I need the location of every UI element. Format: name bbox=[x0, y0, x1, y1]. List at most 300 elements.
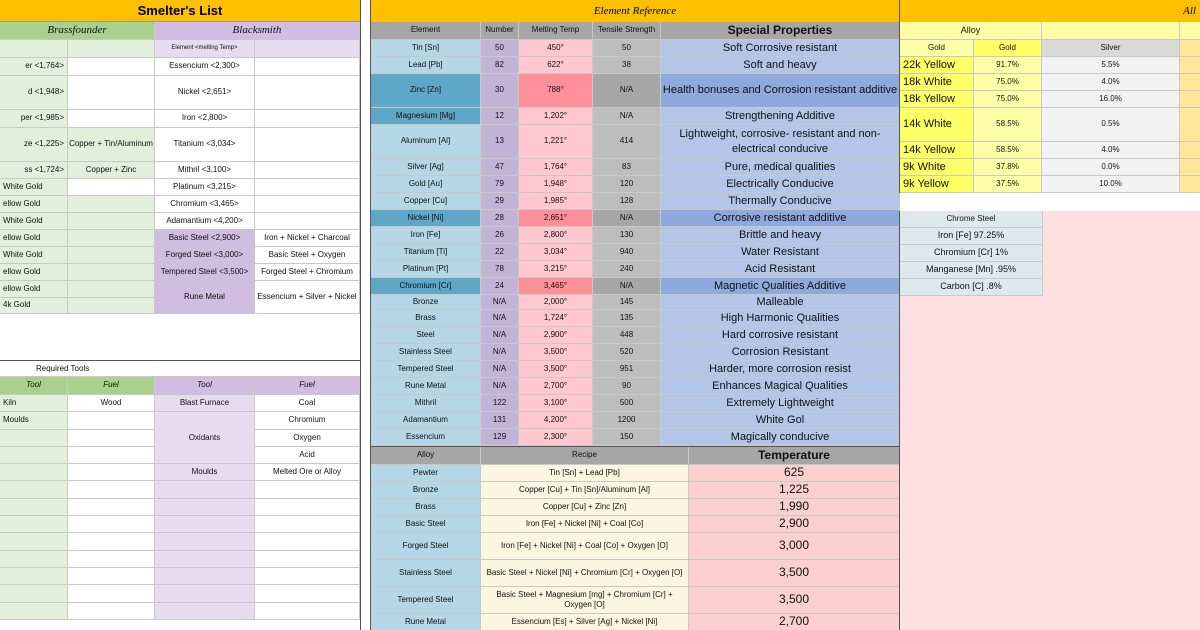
recipe-header: Recipe bbox=[481, 447, 689, 465]
table-cell bbox=[255, 533, 360, 550]
table-cell: 5.5% bbox=[1042, 57, 1180, 74]
table-cell: ellow Gold bbox=[0, 196, 68, 213]
tools-right bbox=[155, 395, 360, 620]
table-cell bbox=[0, 481, 68, 498]
table-cell bbox=[255, 162, 360, 179]
table-cell: Nickel <2,651> bbox=[155, 76, 255, 110]
properties-cell: Magnetic Qualities Additive bbox=[661, 278, 900, 295]
table-cell bbox=[68, 247, 155, 264]
table-cell: 16.0% bbox=[1042, 91, 1180, 108]
table-cell: 78 bbox=[481, 261, 519, 278]
table-cell: d <1,948> bbox=[0, 76, 68, 110]
table-cell: 1,202° bbox=[519, 108, 593, 125]
table-cell: Rune Metal bbox=[155, 281, 255, 314]
table-cell: 1,724° bbox=[519, 310, 593, 327]
table-cell bbox=[155, 516, 255, 533]
element-cell: Steel bbox=[371, 327, 481, 344]
element-cell: Bronze bbox=[371, 295, 481, 310]
table-cell: 128 bbox=[593, 193, 661, 210]
table-cell: N/A bbox=[481, 310, 519, 327]
silver-col-header: Silver bbox=[1042, 40, 1180, 57]
table-cell: per <1,985> bbox=[0, 110, 68, 128]
alloy-header: Alloy bbox=[371, 447, 481, 465]
table-cell: 79 bbox=[481, 176, 519, 193]
tensile-strength-header: Tensile Strength bbox=[593, 22, 661, 40]
table-cell: 22 bbox=[481, 244, 519, 261]
element-cell: Magnesium [Mg] bbox=[371, 108, 481, 125]
table-cell bbox=[0, 585, 68, 602]
table-cell bbox=[255, 40, 360, 58]
table-cell: 10.0% bbox=[1042, 176, 1180, 193]
table-cell: Mithril <3,100> bbox=[155, 162, 255, 179]
table-cell: 130 bbox=[593, 227, 661, 244]
table-cell bbox=[68, 58, 155, 76]
table-cell bbox=[255, 128, 360, 162]
recipe-cell: Tin [Sn] + Lead [Pb] bbox=[481, 465, 689, 482]
table-cell: Chromium <3,465> bbox=[155, 196, 255, 213]
table-cell: 240 bbox=[593, 261, 661, 278]
table-cell: ss <1,724> bbox=[0, 162, 68, 179]
table-cell: 131 bbox=[481, 412, 519, 429]
table-cell: er <1,764> bbox=[0, 58, 68, 76]
table-cell: Melted Ore or Alloy bbox=[255, 464, 360, 481]
table-cell: N/A bbox=[593, 74, 661, 108]
table-cell bbox=[68, 430, 155, 447]
element-cell: Iron [Fe] bbox=[371, 227, 481, 244]
table-cell: Copper + Zinc bbox=[68, 162, 155, 179]
alloy-panel-title: All bbox=[899, 0, 1200, 22]
table-cell: 2,651° bbox=[519, 210, 593, 227]
table-cell: 122 bbox=[481, 395, 519, 412]
table-cell bbox=[255, 213, 360, 230]
table-cell bbox=[255, 568, 360, 585]
table-cell: 3,500° bbox=[519, 361, 593, 378]
table-cell: 1200 bbox=[593, 412, 661, 429]
recipe-cell: Copper [Cu] + Zinc [Zn] bbox=[481, 499, 689, 516]
properties-cell: White Gol bbox=[661, 412, 900, 429]
table-cell: 2,000° bbox=[519, 295, 593, 310]
alloy-cell: Forged Steel bbox=[371, 533, 481, 560]
table-cell: Platinum <3,215> bbox=[155, 179, 255, 196]
table-cell: 3,034° bbox=[519, 244, 593, 261]
table-cell bbox=[68, 603, 155, 620]
table-cell: N/A bbox=[481, 295, 519, 310]
fuel-col-header: Fuel bbox=[68, 377, 155, 395]
table-cell bbox=[68, 230, 155, 247]
table-cell bbox=[68, 516, 155, 533]
table-cell: Wood bbox=[68, 395, 155, 412]
table-cell bbox=[1180, 40, 1200, 57]
table-cell: 4.0% bbox=[1042, 142, 1180, 159]
temperature-cell: 3,500 bbox=[689, 587, 900, 614]
recipe-cell: Basic Steel + Nickel [Ni] + Chromium [Cr] + Oxygen [O] bbox=[481, 560, 689, 587]
table-cell: 129 bbox=[481, 429, 519, 446]
table-cell bbox=[0, 464, 68, 481]
table-cell: N/A bbox=[593, 278, 661, 295]
properties-cell: Corrosive resistant additive bbox=[661, 210, 900, 227]
alloy-name-cell: 18k White bbox=[900, 74, 974, 91]
element-cell: Lead [Pb] bbox=[371, 57, 481, 74]
element-cell: Mithril bbox=[371, 395, 481, 412]
table-cell bbox=[155, 481, 255, 498]
recipe-cell: Iron [Fe] + Nickel [Ni] + Coal [Co] + Oxygen [O] bbox=[481, 533, 689, 560]
table-cell bbox=[68, 179, 155, 196]
table-cell: 50 bbox=[481, 40, 519, 57]
table-cell: Basic Steel + Oxygen bbox=[255, 247, 360, 264]
alloy-name-cell: 18k Yellow bbox=[900, 91, 974, 108]
alloy-recipe-table bbox=[370, 446, 899, 630]
properties-cell: Soft and heavy bbox=[661, 57, 900, 74]
smelter-headers bbox=[0, 22, 360, 40]
table-cell: ellow Gold bbox=[0, 230, 68, 247]
table-cell: Moulds bbox=[155, 464, 255, 481]
element-header: Element bbox=[371, 22, 481, 40]
table-cell: 30 bbox=[481, 74, 519, 108]
table-cell bbox=[68, 481, 155, 498]
table-cell: 1,221° bbox=[519, 125, 593, 159]
table-cell: ze <1,225> bbox=[0, 128, 68, 162]
table-cell: N/A bbox=[481, 361, 519, 378]
table-cell: 448 bbox=[593, 327, 661, 344]
alloy-cell: Tempered Steel bbox=[371, 587, 481, 614]
chrome-steel-table bbox=[899, 211, 1042, 296]
table-cell bbox=[0, 551, 68, 568]
table-cell: White Gold bbox=[0, 213, 68, 230]
table-cell: 2,900° bbox=[519, 327, 593, 344]
table-cell bbox=[0, 516, 68, 533]
temperature-cell: 1,990 bbox=[689, 499, 900, 516]
table-cell: 414 bbox=[593, 125, 661, 159]
table-cell bbox=[68, 568, 155, 585]
table-cell bbox=[155, 568, 255, 585]
table-cell bbox=[68, 110, 155, 128]
alloy-cell: Brass bbox=[371, 499, 481, 516]
properties-cell: Magically conducive bbox=[661, 429, 900, 446]
special-properties-header: Special Properties bbox=[661, 22, 900, 40]
table-cell: 83 bbox=[593, 159, 661, 176]
table-cell: Moulds bbox=[0, 412, 68, 429]
tool-col-header: Tool bbox=[155, 377, 255, 395]
table-cell: Adamantium <4,200> bbox=[155, 213, 255, 230]
table-cell bbox=[1180, 57, 1200, 74]
table-cell: 940 bbox=[593, 244, 661, 261]
table-cell: 135 bbox=[593, 310, 661, 327]
alloy-panel-table bbox=[899, 22, 1200, 193]
temperature-cell: 3,500 bbox=[689, 560, 900, 587]
table-cell bbox=[68, 585, 155, 602]
fuel-col-header: Fuel bbox=[255, 377, 360, 395]
temperature-cell: 2,700 bbox=[689, 614, 900, 630]
properties-cell: Thermally Conducive bbox=[661, 193, 900, 210]
properties-cell: Strengthening Additive bbox=[661, 108, 900, 125]
table-cell: 26 bbox=[481, 227, 519, 244]
tools-left bbox=[0, 395, 155, 620]
table-cell: Oxygen bbox=[255, 430, 360, 447]
table-cell: 622° bbox=[519, 57, 593, 74]
table-cell: 788° bbox=[519, 74, 593, 108]
properties-cell: Pure, medical qualities bbox=[661, 159, 900, 176]
temperature-cell: 1,225 bbox=[689, 482, 900, 499]
table-cell: 520 bbox=[593, 344, 661, 361]
table-cell: 75.0% bbox=[974, 91, 1042, 108]
table-cell bbox=[68, 464, 155, 481]
table-cell bbox=[255, 551, 360, 568]
table-cell bbox=[68, 551, 155, 568]
element-reference-table bbox=[370, 22, 899, 446]
table-cell bbox=[155, 533, 255, 550]
table-cell: 2,800° bbox=[519, 227, 593, 244]
table-cell bbox=[0, 533, 68, 550]
element-cell: Zinc [Zn] bbox=[371, 74, 481, 108]
table-cell bbox=[68, 447, 155, 464]
element-cell: Titanium [Ti] bbox=[371, 244, 481, 261]
brassfounder-table bbox=[0, 40, 155, 314]
table-cell: Chromium [Cr] 1% bbox=[900, 245, 1043, 262]
table-cell: N/A bbox=[481, 327, 519, 344]
table-cell: 12 bbox=[481, 108, 519, 125]
properties-cell: Electrically Conducive bbox=[661, 176, 900, 193]
table-cell: 3,100° bbox=[519, 395, 593, 412]
gold-col-header: Gold bbox=[974, 40, 1042, 57]
table-cell bbox=[255, 499, 360, 516]
table-cell: 90 bbox=[593, 378, 661, 395]
properties-cell: Malleable bbox=[661, 295, 900, 310]
table-cell bbox=[68, 412, 155, 429]
alloy-subheader: Alloy bbox=[900, 22, 1042, 40]
table-cell bbox=[1180, 91, 1200, 108]
table-cell bbox=[1042, 22, 1180, 40]
blacksmith-header: Blacksmith bbox=[155, 22, 360, 40]
table-cell: 75.0% bbox=[974, 74, 1042, 91]
table-cell bbox=[155, 499, 255, 516]
element-cell: Silver [Ag] bbox=[371, 159, 481, 176]
table-cell: 951 bbox=[593, 361, 661, 378]
table-cell bbox=[0, 499, 68, 516]
table-cell: Iron + Nickel + Charcoal bbox=[255, 230, 360, 247]
table-cell bbox=[68, 298, 155, 314]
alloy-name-cell: 14k Yellow bbox=[900, 142, 974, 159]
table-cell: Manganese [Mn] .95% bbox=[900, 262, 1043, 279]
element-cell: Nickel [Ni] bbox=[371, 210, 481, 227]
alloy-cell: Basic Steel bbox=[371, 516, 481, 533]
table-cell: 4.0% bbox=[1042, 74, 1180, 91]
tool-col-header: Tool bbox=[0, 377, 68, 395]
divider bbox=[360, 0, 370, 630]
properties-cell: Brittle and heavy bbox=[661, 227, 900, 244]
table-cell: Basic Steel <2,900> bbox=[155, 230, 255, 247]
table-cell: 150 bbox=[593, 429, 661, 446]
table-cell: Kiln bbox=[0, 395, 68, 412]
element-cell: Chromium [Cr] bbox=[371, 278, 481, 295]
smelter-title: Smelter's List bbox=[0, 0, 360, 22]
table-cell bbox=[255, 76, 360, 110]
table-cell: Essencium <2,300> bbox=[155, 58, 255, 76]
table-cell: Oxidants bbox=[155, 412, 255, 464]
table-cell bbox=[1180, 176, 1200, 193]
table-cell: N/A bbox=[593, 210, 661, 227]
table-cell bbox=[255, 110, 360, 128]
temperature-cell: 3,000 bbox=[689, 533, 900, 560]
gold-col-header: Gold bbox=[900, 40, 974, 57]
table-cell bbox=[1180, 159, 1200, 176]
table-cell bbox=[68, 499, 155, 516]
recipe-cell: Basic Steel + Magnesium [mg] + Chromium [Cr] + Oxygen [O] bbox=[481, 587, 689, 614]
element-reference-title: Element Reference bbox=[370, 0, 899, 22]
element-cell: Adamantium bbox=[371, 412, 481, 429]
element-cell: Essencium bbox=[371, 429, 481, 446]
table-cell: Iron [Fe] 97.25% bbox=[900, 228, 1043, 245]
properties-cell: Enhances Magical Qualities bbox=[661, 378, 900, 395]
table-cell: N/A bbox=[481, 344, 519, 361]
properties-cell: Lightweight, corrosive- resistant and non-electrical conducive bbox=[661, 125, 900, 159]
element-cell: Aluminum [Al] bbox=[371, 125, 481, 159]
table-cell: White Gold bbox=[0, 179, 68, 196]
recipe-cell: Copper [Cu] + Tin [Sn]/Aluminum [Al] bbox=[481, 482, 689, 499]
table-cell: 120 bbox=[593, 176, 661, 193]
table-cell bbox=[255, 585, 360, 602]
alloy-cell: Rune Metal bbox=[371, 614, 481, 630]
brassfounder-header: Brassfounder bbox=[0, 22, 155, 40]
element-cell: Stainless Steel bbox=[371, 344, 481, 361]
table-cell: Essencium + Silver + Nickel bbox=[255, 281, 360, 314]
table-cell: Forged Steel + Chromium bbox=[255, 264, 360, 281]
table-cell bbox=[68, 213, 155, 230]
table-cell: 50 bbox=[593, 40, 661, 57]
table-cell: Carbon [C] .8% bbox=[900, 279, 1043, 296]
table-cell bbox=[0, 40, 68, 58]
table-cell bbox=[1180, 108, 1200, 142]
table-cell: 2,700° bbox=[519, 378, 593, 395]
table-cell: 47 bbox=[481, 159, 519, 176]
table-cell: 1,948° bbox=[519, 176, 593, 193]
table-cell: N/A bbox=[593, 108, 661, 125]
table-cell: 58.5% bbox=[974, 108, 1042, 142]
table-cell bbox=[255, 481, 360, 498]
table-cell: 3,215° bbox=[519, 261, 593, 278]
alloy-cell: Stainless Steel bbox=[371, 560, 481, 587]
properties-cell: Soft Corrosive resistant bbox=[661, 40, 900, 57]
table-cell bbox=[1180, 22, 1200, 40]
table-cell: 3,465° bbox=[519, 278, 593, 295]
table-cell bbox=[68, 76, 155, 110]
table-cell: 29 bbox=[481, 193, 519, 210]
table-cell bbox=[155, 603, 255, 620]
element-cell: Platinum [Pt] bbox=[371, 261, 481, 278]
table-cell: 58.5% bbox=[974, 142, 1042, 159]
table-cell: Chromium bbox=[255, 412, 360, 429]
table-cell bbox=[155, 551, 255, 568]
table-cell bbox=[1180, 74, 1200, 91]
table-cell bbox=[68, 281, 155, 298]
table-cell: 1,764° bbox=[519, 159, 593, 176]
alloy-name-cell: 14k White bbox=[900, 108, 974, 142]
properties-cell: Acid Resistant bbox=[661, 261, 900, 278]
table-cell: Element <melting Temp> bbox=[155, 40, 255, 58]
tools-header bbox=[0, 377, 360, 395]
alloy-cell: Bronze bbox=[371, 482, 481, 499]
table-cell: 28 bbox=[481, 210, 519, 227]
table-cell: 0.5% bbox=[1042, 108, 1180, 142]
properties-cell: Hard corrosive resistant bbox=[661, 327, 900, 344]
table-cell: 37.8% bbox=[974, 159, 1042, 176]
properties-cell: High Harmonic Qualities bbox=[661, 310, 900, 327]
table-cell: 4k Gold bbox=[0, 298, 68, 314]
recipe-cell: Iron [Fe] + Nickel [Ni] + Coal [Co] bbox=[481, 516, 689, 533]
table-cell: 24 bbox=[481, 278, 519, 295]
table-cell: 91.7% bbox=[974, 57, 1042, 74]
table-cell: 450° bbox=[519, 40, 593, 57]
element-cell: Copper [Cu] bbox=[371, 193, 481, 210]
table-cell bbox=[68, 196, 155, 213]
table-cell: 13 bbox=[481, 125, 519, 159]
table-cell bbox=[255, 179, 360, 196]
table-cell: Forged Steel <3,000> bbox=[155, 247, 255, 264]
chrome-steel-title: Chrome Steel bbox=[900, 211, 1043, 228]
number-header: Number bbox=[481, 22, 519, 40]
table-cell: 3,500° bbox=[519, 344, 593, 361]
table-cell: White Gold bbox=[0, 247, 68, 264]
table-cell: 500 bbox=[593, 395, 661, 412]
recipe-cell: Essencium [Es] + Silver [Ag] + Nickel [Ni] bbox=[481, 614, 689, 630]
table-cell: Iron <2,800> bbox=[155, 110, 255, 128]
table-cell bbox=[155, 585, 255, 602]
table-cell bbox=[1180, 142, 1200, 159]
table-cell: 145 bbox=[593, 295, 661, 310]
alloy-name-cell: 9k Yellow bbox=[900, 176, 974, 193]
table-cell bbox=[0, 603, 68, 620]
table-cell: Tempered Steel <3,500> bbox=[155, 264, 255, 281]
properties-cell: Corrosion Resistant bbox=[661, 344, 900, 361]
table-cell: N/A bbox=[481, 378, 519, 395]
alloy-name-cell: 9k White bbox=[900, 159, 974, 176]
blacksmith-table bbox=[155, 40, 360, 314]
table-cell bbox=[255, 58, 360, 76]
element-cell: Brass bbox=[371, 310, 481, 327]
element-cell: Gold [Au] bbox=[371, 176, 481, 193]
temperature-header: Temperature bbox=[689, 447, 900, 465]
properties-cell: Extremely Lightweight bbox=[661, 395, 900, 412]
table-cell: 1,985° bbox=[519, 193, 593, 210]
melting-temp-header: Melting Temp bbox=[519, 22, 593, 40]
table-cell bbox=[255, 196, 360, 213]
table-cell: 37.5% bbox=[974, 176, 1042, 193]
table-cell: Copper + Tin/Aluminum bbox=[68, 128, 155, 162]
table-cell: Titanium <3,034> bbox=[155, 128, 255, 162]
table-cell: Acid bbox=[255, 447, 360, 464]
table-cell: 38 bbox=[593, 57, 661, 74]
table-cell: Coal bbox=[255, 395, 360, 412]
table-cell bbox=[0, 568, 68, 585]
temperature-cell: 2,900 bbox=[689, 516, 900, 533]
table-cell bbox=[0, 447, 68, 464]
table-cell bbox=[255, 516, 360, 533]
table-cell: 4,200° bbox=[519, 412, 593, 429]
table-cell bbox=[68, 533, 155, 550]
table-cell bbox=[68, 264, 155, 281]
required-tools-title: Required Tools bbox=[0, 360, 360, 377]
table-cell: 0.0% bbox=[1042, 159, 1180, 176]
table-cell: ellow Gold bbox=[0, 281, 68, 298]
properties-cell: Harder, more corrosion resist bbox=[661, 361, 900, 378]
element-cell: Rune Metal bbox=[371, 378, 481, 395]
alloy-cell: Pewter bbox=[371, 465, 481, 482]
table-cell bbox=[0, 430, 68, 447]
table-cell bbox=[255, 603, 360, 620]
table-cell: Blast Furnace bbox=[155, 395, 255, 412]
properties-cell: Health bonuses and Corrosion resistant additive bbox=[661, 74, 900, 108]
element-cell: Tempered Steel bbox=[371, 361, 481, 378]
properties-cell: Water Resistant bbox=[661, 244, 900, 261]
